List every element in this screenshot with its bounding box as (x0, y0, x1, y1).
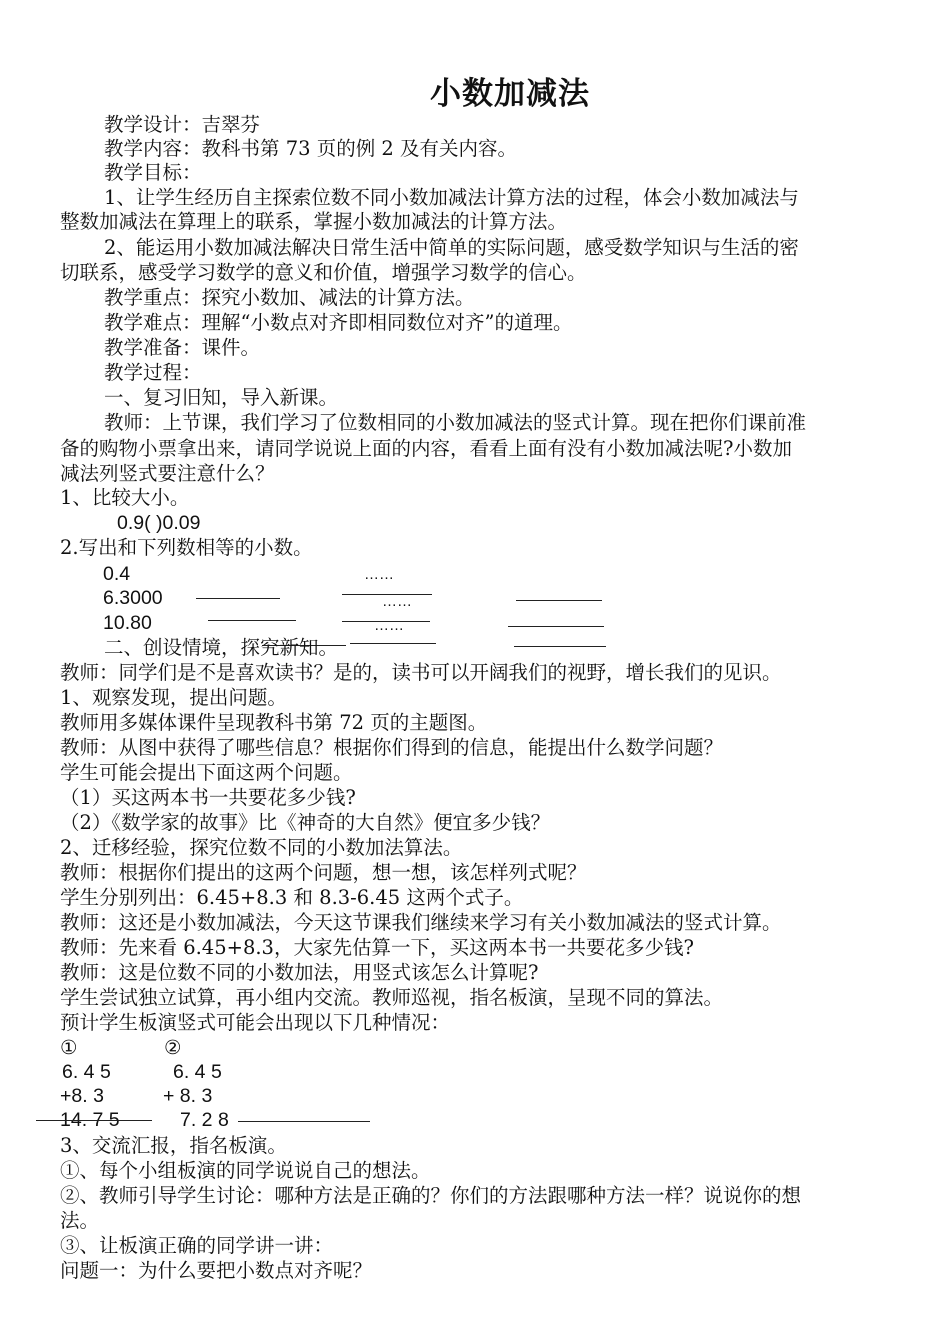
answer-blank (342, 594, 432, 595)
method-2-sum: 7. 2 8 (180, 1109, 229, 1131)
key-point-line: 教学重点：探究小数加、减法的计算方法。 (104, 286, 475, 309)
number-6-3000: 6.3000 (103, 587, 163, 609)
number-0-4: 0.4 (103, 563, 131, 585)
section2-line: 学生可能会提出下面这两个问题。 (60, 761, 353, 784)
section2-line: 教师：这是位数不同的小数加法，用竖式该怎么计算呢? (60, 961, 539, 984)
ellipsis-3: …… (374, 617, 404, 634)
answer-blank (508, 626, 604, 627)
section2-line: 1、观察发现，提出问题。 (60, 686, 287, 709)
section2-line: 预计学生板演竖式可能会出现以下几种情况： (60, 1011, 451, 1034)
section2-line: 教师用多媒体课件呈现教科书第 72 页的主题图。 (60, 711, 488, 734)
goal-2-line-1: 2、能运用小数加减法解决日常生活中简单的实际问题，感受数学知识与生活的密 (104, 236, 799, 259)
goal-1-line-2: 整数加减法在算理上的联系，掌握小数加减法的计算方法。 (60, 210, 568, 233)
section2-line: （2）《数学家的故事》比《神奇的大自然》便宜多少钱？ (60, 811, 551, 834)
section3-line: 法。 (60, 1209, 100, 1232)
preparation-line: 教学准备：课件。 (104, 336, 261, 359)
ellipsis-2: …… (382, 593, 412, 610)
process-label: 教学过程： (104, 361, 202, 384)
section2-line: 2、迁移经验，探究位数不同的小数加法算法。 (60, 836, 463, 859)
section3-line: 3、交流汇报，指名板演。 (60, 1134, 287, 1157)
section3-line: ②、教师引导学生讨论：哪种方法是正确的？你们的方法跟哪种方法一样？说说你的想 (60, 1184, 802, 1207)
section2-line: 学生分别列出：6.45+8.3 和 8.3-6.45 这两个式子。 (60, 886, 524, 909)
section2-heading: 二、创设情境，探究新知。 (104, 636, 339, 659)
section1-heading: 一、复习旧知，导入新课。 (104, 386, 339, 409)
method-1-sum: 14. 7 5 (60, 1109, 120, 1131)
compare-expression: 0.9( )0.09 (117, 512, 201, 534)
section2-line: （1）买这两本书一共要花多少钱? (60, 786, 356, 809)
section2-line: 教师：先来看 6.45+8.3，大家先估算一下，买这两本书一共要花多少钱? (60, 936, 694, 959)
method-1-addend-1: 6. 4 5 (62, 1061, 111, 1083)
answer-blank (196, 598, 280, 599)
method-2-label: ② (164, 1036, 182, 1059)
section2-line: 教师：从图中获得了哪些信息？根据你们得到的信息，能提出什么数学问题？ (60, 736, 724, 759)
method-2-sum-line (238, 1121, 370, 1122)
section1-teacher-line-1: 教师：上节课，我们学习了位数相同的小数加减法的竖式计算。现在把你们课前准 (104, 411, 807, 434)
question-compare: 1、比较大小。 (60, 486, 190, 509)
section2-line: 教师：这还是小数加减法，今天这节课我们继续来学习有关小数加减法的竖式计算。 (60, 911, 782, 934)
difficulty-line: 教学难点：理解“小数点对齐即相同数位对齐”的道理。 (104, 311, 573, 334)
question-equal-decimals: 2.写出和下列数相等的小数。 (60, 536, 313, 559)
section3-line: 问题一：为什么要把小数点对齐呢？ (60, 1259, 373, 1282)
answer-blank (208, 620, 296, 621)
number-10-80: 10.80 (103, 612, 152, 634)
section3-line: ③、让板演正确的同学讲一讲： (60, 1234, 334, 1257)
method-2-addend-2: + 8. 3 (163, 1085, 213, 1107)
answer-blank (342, 621, 430, 622)
section1-teacher-line-2: 备的购物小票拿出来，请同学说说上面的内容，看看上面有没有小数加减法呢?小数加 (60, 437, 792, 460)
method-1-label: ① (60, 1036, 78, 1059)
method-1-addend-2: +8. 3 (60, 1085, 104, 1107)
section2-line: 教师：根据你们提出的这两个问题，想一想，该怎样列式呢？ (60, 861, 587, 884)
section1-teacher-line-3: 减法列竖式要注意什么？ (60, 462, 275, 485)
section2-line: 学生尝试独立试算，再小组内交流。教师巡视，指名板演，呈现不同的算法。 (60, 986, 724, 1009)
goal-2-line-2: 切联系，感受学习数学的意义和价值，增强学习数学的信心。 (60, 261, 587, 284)
section3-line: ①、每个小组板演的同学说说自己的想法。 (60, 1159, 431, 1182)
goal-1-line-1: 1、让学生经历自主探索位数不同小数加减法计算方法的过程，体会小数加减法与 (104, 186, 799, 209)
answer-blank (516, 600, 602, 601)
ellipsis-1: …… (364, 566, 394, 583)
designer-line: 教学设计：吉翠芬 (104, 113, 261, 136)
goals-label: 教学目标： (104, 161, 202, 184)
content-line: 教学内容：教科书第 73 页的例 2 及有关内容。 (104, 137, 518, 160)
method-2-addend-1: 6. 4 5 (173, 1061, 222, 1083)
section2-line: 教师：同学们是不是喜欢读书？是的，读书可以开阔我们的视野，增长我们的见识。 (60, 661, 782, 684)
document-title: 小数加减法 (430, 76, 590, 112)
method-1-sum-line (36, 1120, 152, 1121)
